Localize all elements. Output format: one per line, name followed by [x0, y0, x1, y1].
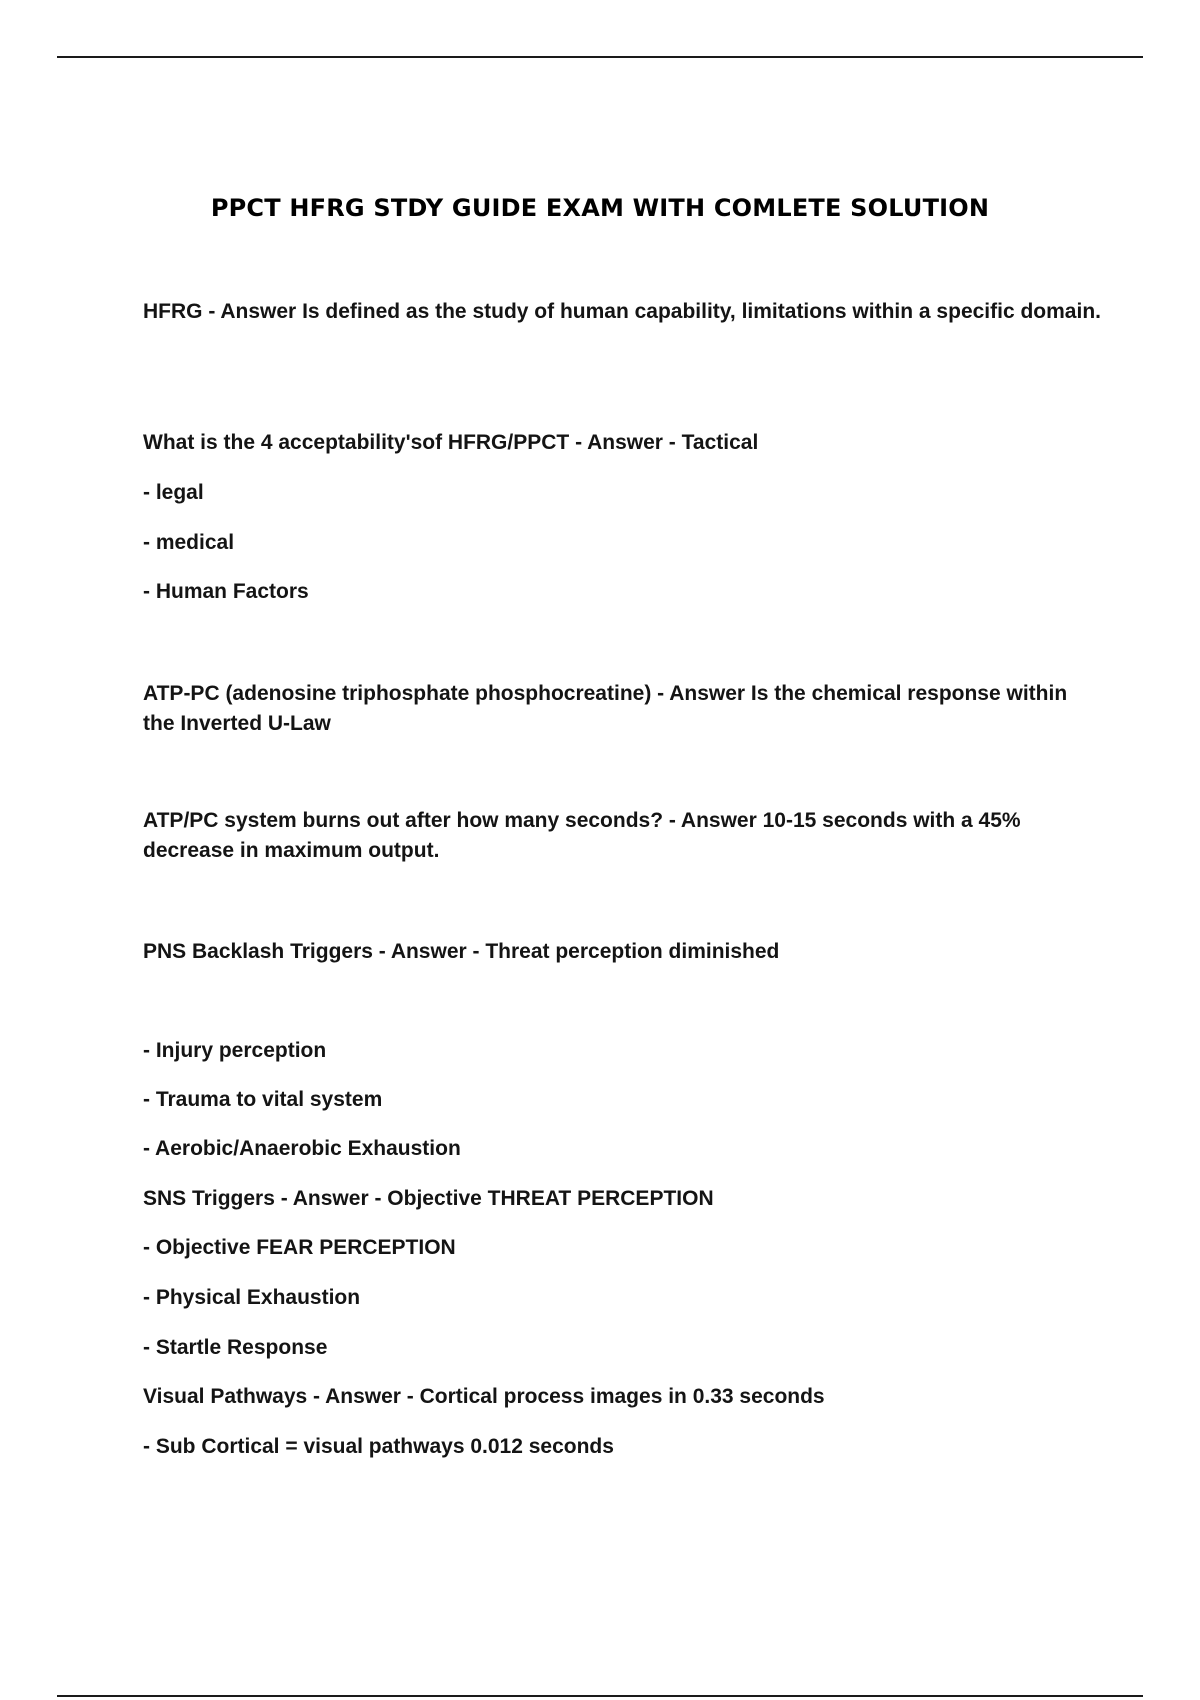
list-item-physical-exhaustion: - Physical Exhaustion [143, 1286, 361, 1309]
list-item-human-factors: - Human Factors [143, 580, 309, 603]
list-item-exhaustion: - Aerobic/Anaerobic Exhaustion [143, 1137, 461, 1160]
list-item-fear-perception: - Objective FEAR PERCEPTION [143, 1236, 456, 1259]
list-item-medical: - medical [143, 531, 235, 554]
qa-atp-pc: ATP-PC (adenosine triphosphate phosphocreatine) - Answer Is the chemical response within the Inverted U-Law [143, 682, 1068, 735]
document-title: PPCT HFRG STDY GUIDE EXAM WITH COMLETE SOLUTION [210, 194, 990, 222]
list-item-sub-cortical: - Sub Cortical = visual pathways 0.012 seconds [143, 1435, 614, 1458]
list-item-trauma: - Trauma to vital system [143, 1088, 383, 1111]
qa-atp-pc-burnout: ATP/PC system burns out after how many seconds? - Answer 10-15 seconds with a 45% decrease in maximum output. [143, 809, 1021, 862]
qa-visual-pathways: Visual Pathways - Answer - Cortical process images in 0.33 seconds [143, 1385, 825, 1408]
qa-sns-triggers: SNS Triggers - Answer - Objective THREAT PERCEPTION [143, 1187, 714, 1210]
list-item-injury-perception: - Injury perception [143, 1039, 327, 1062]
list-item-startle-response: - Startle Response [143, 1336, 328, 1359]
footer-rule [57, 1695, 1143, 1697]
header-rule [57, 56, 1143, 58]
qa-acceptabilities: What is the 4 acceptability'sof HFRG/PPCT - Answer - Tactical [143, 431, 759, 454]
qa-pns-backlash: PNS Backlash Triggers - Answer - Threat perception diminished [143, 940, 780, 963]
list-item-legal: - legal [143, 481, 204, 504]
qa-hfrg-definition: HFRG - Answer Is defined as the study of human capability, limitations within a specific domain. [143, 300, 1101, 323]
